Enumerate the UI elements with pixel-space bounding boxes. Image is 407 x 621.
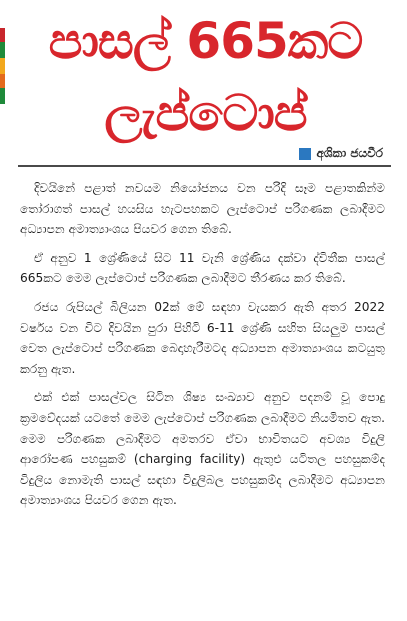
article-body: [20, 178, 385, 519]
byline-square-icon: [299, 148, 311, 160]
flag-stripe: [0, 42, 5, 58]
article-paragraph-4: එක් එක් පාසල්වල සිටින ශිෂ්‍ය සංඛ්‍යාව අනුව පදනම් වූ පොදු ක්‍රමවේදයක් යටතේ මෙම ලැප්ටොප් පරිගණක ලබාදීමට නියමිතව ඇත. මෙම පරිගණක ලබාදීමට අමතරව ඒවා භාවිතයට අවශ්‍ය විදුලි ආරෝපණ පහසුකම් (charging facility) ඇතුළු යටිතල පහසුකම්ද විදුලිය නොමැති පාසල් සඳහා විදුලිබල පහසුකම්ද ලබාදීමට අධ්‍යාපන අමාත්‍යාංශය පියවර ගෙන ඇත.: [20, 390, 385, 508]
flag-stripe: [0, 28, 5, 42]
byline-divider: [18, 165, 391, 167]
flag-stripe: [0, 88, 5, 104]
article-paragraph-1: දිවයිනේ පළාත් නවයම නියෝජනය වන පරිදි සෑම පළාතකින්ම තෝරාගත් පාසල් හයසිය හැටපහකට ලැප්ටොප් පරිගණක ලබාදීමට අධ්‍යාපන අමාත්‍යාංශය පියවර ගෙන තිබේ.: [20, 181, 385, 237]
flag-stripe-decoration: [0, 28, 5, 104]
byline-author: අශිකා ජයවීර: [316, 146, 383, 160]
headline: [8, 4, 403, 148]
flag-stripe: [0, 74, 5, 88]
article-paragraph-3: රජය රුපියල් බිලියන 02ක් මේ සඳහා වැයකර ඇති අතර 2022 වර්ෂය වන විට දිවයින පුරා පිහිටි 6-11 ශ්‍රේණි සහිත සියලුම පාසල් වෙත ලැප්ටොප් පරිගණක බෙදාහැරීමටද අධ්‍යාපන අමාත්‍යාංශය කටයුතු කරනු ඇත.: [20, 299, 385, 376]
headline-line-2: ලැප්ටොප්: [104, 84, 307, 142]
article-paragraph-2: ඒ අනුව 1 ශ්‍රේණියේ සිට 11 වැනි ශ්‍රේණිය දක්වා ද්විතීක පාසල් 665කට මෙම ලැප්ටොප් පරිගණක ලබාදීමට තීරණය කර තිබේ.: [20, 250, 385, 286]
flag-stripe: [0, 58, 5, 74]
headline-line-1: පාසල් 665කට: [48, 12, 363, 70]
byline: [299, 146, 383, 161]
